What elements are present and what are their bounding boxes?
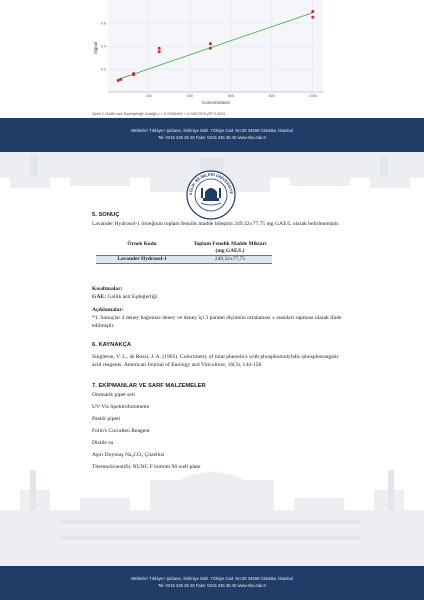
data-point <box>209 47 212 50</box>
table-cell-sample: Lavander Hydrosol-1 <box>96 256 188 264</box>
equipment-item: Aşırı Doymuş Na₂CO₃ Çözeltisi <box>92 452 165 458</box>
table-cell-value: 249,32±77,75 <box>188 256 272 264</box>
footer-address: Mektebi-i Tıbbiye-i Şahane, Selimiye Mah. Tıbbiye Cad. No:38 34668 Üsküdar, İstanbul <box>131 128 293 133</box>
campus-watermark-icon <box>0 470 424 566</box>
table-header-phenolic: Toplam Fenolik Madde Miktarı (mg GAE/L) <box>188 241 272 256</box>
equipment-item: Folin's Ciocalteu Reagent <box>92 428 150 434</box>
calibration-chart <box>88 0 328 108</box>
data-point <box>209 42 212 45</box>
y-tick-label: 0.4 <box>101 44 106 49</box>
section-5-text: Lavander Hydrosol-1 örneğinin toplam fenolik madde bileşimi 249,32±77,75 mg GAE/L olarak belirlenmiştir. <box>92 221 340 227</box>
equipment-item: ThermoScientific NUNC F bottom 96 well plate <box>92 464 201 470</box>
footer-contact: Tel: 0216 346 36 36 Faks: 0216 346 36 40 www.sbu.edu.tr <box>157 583 267 588</box>
y-axis-label: Signal <box>93 41 98 55</box>
x-tick-label: 800 <box>268 94 275 98</box>
equipment-item: Otomatik pipet seti <box>92 392 135 398</box>
seal-text: AĞLIK BİLİMLERİ ÜNİVERSİTE <box>187 171 235 196</box>
notes-title: Açıklamalar: <box>92 307 124 313</box>
equipment-item: Distile su <box>92 440 114 446</box>
table-header-sample: Örnek Kodu <box>96 241 188 256</box>
section-5-title: 5. SONUÇ <box>92 212 120 218</box>
y-tick-label: 0.6 <box>101 21 106 26</box>
y-tick-label: 0.2 <box>101 67 106 72</box>
section-7-title: 7. EKİPMANLAR VE SARF MALZEMELER <box>92 383 206 389</box>
x-tick-label: 1000 <box>308 94 317 98</box>
abbreviation-key: GAE: <box>92 294 106 300</box>
university-seal-icon <box>186 170 236 220</box>
x-tick-label: 400 <box>186 94 193 98</box>
abbreviation-value: Gallik asit Eşdeğerliği <box>105 294 158 300</box>
data-point <box>158 47 161 50</box>
x-tick-label: 200 <box>145 94 152 98</box>
x-tick-label: 600 <box>227 94 234 98</box>
abbreviations-text <box>92 293 157 301</box>
data-point <box>311 16 314 19</box>
footer-address: Mektebi-i Tıbbiye-i Şahane, Selimiye Mah. Tıbbiye Cad. No:38 34668 Üsküdar, İstanbul <box>131 576 293 581</box>
abbreviations-title: Kısaltmalar: <box>92 286 123 292</box>
data-point <box>158 50 161 53</box>
reference-text: Singleton, V. L., & Rossi, J. A. (1965). Colorimetry of total phenolics with phosphomolybdic-phosphotungstic acid reagents. American Journal of Enology and Viticulture, 16(3), 144-158. <box>92 354 340 368</box>
table-row <box>96 256 272 264</box>
notes-text: *1. Sonuçlar 4 deney bağımsız deney ve deney içi 3 paralel ölçümün ortalaması ± standart sapması olarak ifade edilmiştir. <box>92 315 342 329</box>
results-table <box>96 241 272 264</box>
data-point <box>119 78 122 81</box>
equipment-item: UV-Vis Spektrofotometre <box>92 404 150 410</box>
footer-band-top <box>0 118 424 152</box>
equipment-item: Pastör pipeti <box>92 416 121 422</box>
chart-caption: Şekil 1 Gallik asit Eşdeğerliği Grafiği y = 0.000648x + 0.0407826 (R² 0.992) <box>92 111 226 116</box>
data-point <box>311 10 314 13</box>
footer-contact: Tel: 0216 346 36 36 Faks: 0216 346 36 40 www.sbu.edu.tr <box>157 135 267 140</box>
data-point <box>117 79 120 82</box>
x-axis-label: Concentration <box>201 100 231 105</box>
footer-band-bottom <box>0 566 424 600</box>
data-point <box>132 72 135 75</box>
section-6-title: 6. KAYNAKÇA <box>92 342 132 348</box>
